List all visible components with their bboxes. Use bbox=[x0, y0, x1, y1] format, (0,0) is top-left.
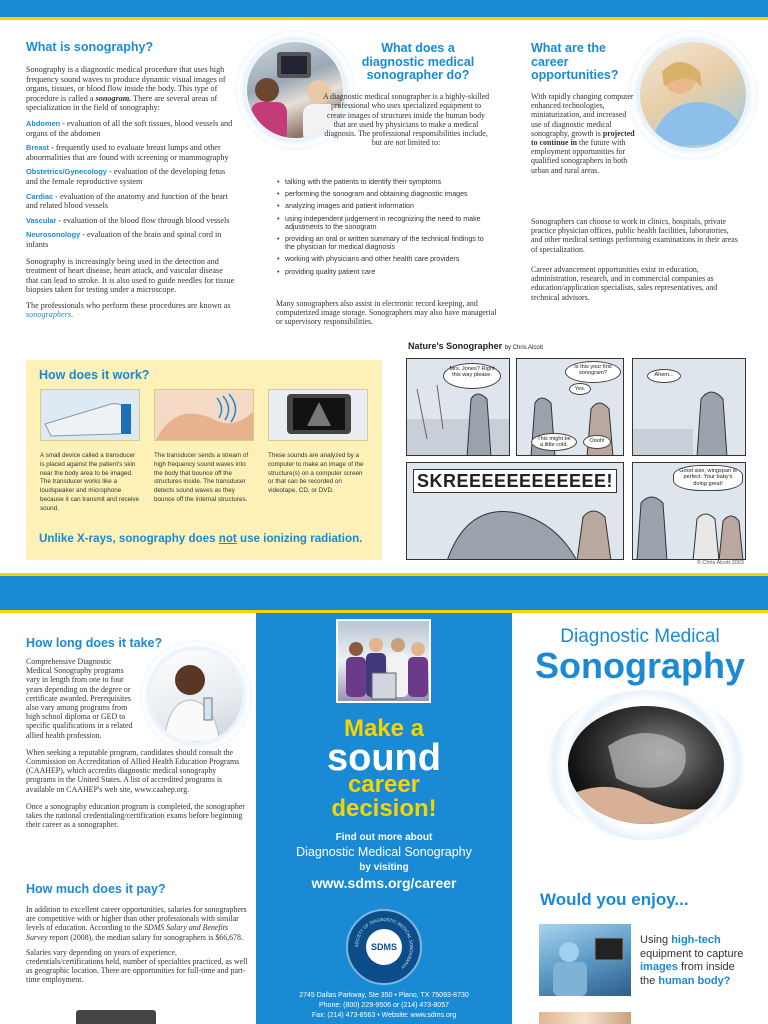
specialty-desc: - evaluation of the blood flow through blood vessels bbox=[56, 215, 230, 225]
specialty-item bbox=[26, 230, 236, 249]
tagline-a: Unlike X-rays, sonography does bbox=[39, 532, 219, 545]
person-head bbox=[255, 78, 279, 102]
by-visiting-text: by visiting bbox=[359, 862, 409, 873]
comic-byline: by Chris Alcott bbox=[504, 345, 544, 351]
seal-ring-textpath: SOCIETY OF DIAGNOSTIC MEDICAL SONOGRAPHY bbox=[353, 916, 415, 971]
career-para1-a: With rapidly changing computer enhanced technologies, miniaturization, and increased use of diagnostic medical sonography, growth is bbox=[531, 92, 634, 138]
cover-title-small: Diagnostic Medical bbox=[560, 626, 720, 647]
fetus-shape bbox=[608, 733, 686, 788]
comic-copyright: © Chris Alcott 2003 bbox=[696, 560, 744, 566]
bat-figure bbox=[447, 512, 577, 560]
sonographers-term: sonographers bbox=[26, 310, 72, 320]
bat-figure bbox=[693, 514, 719, 560]
specialty-item bbox=[26, 192, 236, 211]
career-text: career bbox=[347, 771, 421, 798]
responsibility-item: • providing an oral or written summary of the technical findings to the physician for medical diagnosis bbox=[276, 235, 494, 251]
bat-figure bbox=[577, 511, 611, 560]
comic-bubble: This might be a little cold. bbox=[531, 433, 577, 451]
specialty-desc: - evaluation of the developing fetus and the female reproductive system bbox=[26, 167, 226, 186]
seal-mark: SDMS bbox=[370, 942, 398, 952]
scan-illustration bbox=[155, 390, 254, 441]
sdms-seal-art bbox=[348, 911, 420, 983]
how-long-heading: How long does it take? bbox=[26, 636, 163, 650]
how-long-section bbox=[26, 636, 246, 829]
career-para1-c: the future with employment opportunities for qualified sonographers in both urban and rural areas. bbox=[531, 138, 628, 175]
enjoy-a: Using bbox=[640, 934, 672, 946]
bed bbox=[633, 429, 693, 456]
specialty-term: Cardiac bbox=[26, 191, 54, 201]
pay-para1 bbox=[26, 905, 248, 942]
sound-text: sound bbox=[327, 737, 441, 779]
career-heading: What are the career opportunities? bbox=[531, 41, 619, 82]
transducer-tip bbox=[121, 404, 131, 434]
specialty-desc: - evaluation of all the soft tissues, blood vessels and organs of the abdomen bbox=[26, 118, 233, 138]
what-is-para2: Sonography is increasingly being used in the detection and treatment of heart disease, heart attack, and vascular disease that can lead to stroke. It is also used to guide needles for tissue biopsies taken for testing under a microscope. bbox=[26, 256, 235, 295]
enjoy-c: equipment to capture bbox=[640, 947, 744, 960]
what-is-body bbox=[26, 65, 236, 320]
career-para1-bold: projected to continue in bbox=[531, 128, 635, 148]
specialty-item bbox=[26, 216, 236, 226]
specialty-item bbox=[26, 167, 236, 186]
how-it-works-panel bbox=[26, 360, 382, 560]
what-is-section bbox=[26, 40, 236, 326]
how-tagline bbox=[39, 532, 362, 545]
fax-website-text: Fax: (214) 473-8563 • Website: www.sdms.org bbox=[311, 1012, 457, 1019]
monitor-screen bbox=[281, 56, 307, 74]
specialty-term: Vascular bbox=[26, 215, 57, 225]
specialty-term: Breast bbox=[26, 143, 50, 153]
how-it-works-heading: How does it work? bbox=[39, 368, 150, 382]
monitor bbox=[595, 938, 623, 960]
middle-color-band bbox=[0, 573, 768, 613]
scan-image bbox=[154, 389, 254, 441]
surgeon-cap bbox=[559, 942, 579, 962]
team-illustration bbox=[338, 621, 431, 703]
enjoy-heading: Would you enjoy... bbox=[540, 890, 689, 909]
patient-illustration bbox=[640, 42, 746, 148]
cover-title-big: Sonography bbox=[534, 645, 745, 686]
ultrasound-image bbox=[568, 706, 724, 824]
specialty-term: Obstetrics/Gynecology bbox=[26, 167, 107, 177]
specialty-item bbox=[26, 143, 236, 162]
enjoy-e: from inside the bbox=[640, 961, 735, 987]
enjoy-d: images bbox=[640, 961, 678, 973]
comic-bubble: Mrs. Jones? Right this way please. bbox=[443, 363, 501, 389]
comic-strip bbox=[406, 358, 746, 570]
what-does-intro: A diagnostic medical sonographer is a highly-skilled professional who uses specialized equipment to create images of structures inside the human body that are used by physicians to make a medical diagnosis. The professional responsibilities include, but are not limited to: bbox=[322, 92, 490, 148]
decision-text: decision! bbox=[331, 795, 437, 822]
what-does-heading-wrap bbox=[353, 42, 483, 83]
phone-text: Phone: (800) 229-9506 or (214) 473-8057 bbox=[319, 1002, 449, 1009]
comic-panel-1 bbox=[406, 358, 510, 456]
what-is-para3: The professionals who perform these procedures are known as bbox=[26, 300, 231, 310]
responsibility-item: • providing quality patient care bbox=[276, 268, 494, 276]
tagline-b: use ionizing radiation. bbox=[236, 532, 363, 545]
responsibility-list bbox=[276, 178, 494, 280]
computer-illustration bbox=[269, 390, 368, 441]
career-url-link[interactable]: www.sdms.org/career bbox=[311, 875, 457, 891]
pay-para2: Salaries vary depending on years of experience, credentials/certifications held, number of specialties practiced, as well as geographic location. There are opportunities for full-time and part-time employment. bbox=[26, 947, 248, 985]
next-photo-edge bbox=[539, 1012, 631, 1024]
period: . bbox=[71, 310, 74, 320]
enjoy-item-1 bbox=[640, 934, 750, 988]
step-1-text: A small device called a transducer is placed against the patient's skin near the body area to be imaged. The transducer works like a loudspeaker and microphone because it can transmit and receive sound. bbox=[40, 452, 140, 512]
enjoy-b: high-tech bbox=[671, 934, 721, 946]
comic-bubble: Oooh! bbox=[583, 435, 611, 449]
specialty-term: Neurosonology bbox=[26, 230, 81, 240]
comic-bubble: Yes. bbox=[569, 383, 591, 395]
address-text: 2745 Dallas Parkway, Ste 350 • Plano, TX 75093-8730 bbox=[299, 992, 469, 999]
skree-bubble: SKREEEEEEEEEEEE! bbox=[413, 469, 617, 493]
team-scrubs bbox=[408, 657, 428, 697]
computer-image bbox=[268, 389, 368, 441]
transducer-image bbox=[40, 389, 140, 441]
surgery-art bbox=[539, 924, 631, 996]
enjoy-f: human body? bbox=[658, 974, 731, 987]
how-long-para2: When seeking a reputable program, candidates should consult the Commission on Accreditation of Allied Health Education Programs (CAAHEP), which accredits diagnostic medical sonography programs in the United States. A list of accredited programs is available on CAAHEP's web site, www.caahep.org. bbox=[26, 747, 240, 794]
bat-figure bbox=[719, 516, 743, 560]
floor bbox=[407, 419, 510, 456]
bat-figure bbox=[697, 392, 727, 456]
bat-figure bbox=[467, 394, 491, 456]
tagline-not: not bbox=[218, 532, 237, 545]
comic-title: Nature's Sonographer bbox=[408, 341, 503, 351]
pay-heading: How much does it pay? bbox=[26, 882, 166, 896]
responsibility-item: • analyzing images and patient information bbox=[276, 202, 494, 210]
center-promo-panel bbox=[256, 613, 512, 1024]
specialty-term: Abdomen bbox=[26, 118, 61, 128]
specialty-desc: - evaluation of the brain and spinal cord in infants bbox=[26, 230, 222, 249]
comic-panel-4 bbox=[406, 462, 624, 560]
what-is-heading: What is sonography? bbox=[26, 40, 154, 54]
bat-figure bbox=[637, 497, 667, 560]
pay-survey-title: SDMS Salary and Benefits Survey bbox=[26, 923, 229, 942]
comic-bubble: Ahem... bbox=[647, 369, 681, 383]
team-photo bbox=[336, 619, 431, 703]
step-3-text: These sounds are analyzed by a computer to make an image of the structure(s) on a computer screen or that can be recorded on videotape, CD, or DVD. bbox=[268, 452, 364, 495]
device-photo-edge bbox=[76, 1010, 156, 1024]
specialty-desc: - evaluation of the anatomy and function of the heart and related blood vessels bbox=[26, 191, 228, 211]
pay-section bbox=[26, 882, 248, 985]
comic-panel-5 bbox=[632, 462, 746, 560]
pay-para1-a: In addition to excellent career opportunities, salaries for sonographers are competitive with or higher than other professionals with similar levels of education. According to the bbox=[26, 905, 247, 933]
comic-panel-3 bbox=[632, 358, 746, 456]
sdms-seal bbox=[346, 909, 422, 985]
specialty-list bbox=[26, 119, 236, 250]
transducer-illustration bbox=[41, 390, 140, 441]
team-head bbox=[349, 642, 363, 656]
career-heading-wrap bbox=[531, 42, 631, 83]
how-long-para1: Comprehensive Diagnostic Medical Sonography programs vary in length from one to four years depending on the degree or certificate awarded. Prerequisites also vary among programs from high school diploma or GED to specific qualifications in a related allied health profession. bbox=[26, 657, 133, 740]
what-does-heading: What does a diagnostic medical sonographer do? bbox=[361, 41, 475, 82]
make-a-text: Make a bbox=[343, 715, 425, 742]
ultrasound-art bbox=[568, 706, 724, 824]
program-name-text: Diagnostic Medical Sonography bbox=[296, 845, 472, 859]
surgeon-gown bbox=[553, 962, 587, 996]
responsibility-item: • talking with the patients to identify their symptoms bbox=[276, 178, 494, 186]
team-head bbox=[369, 638, 383, 652]
responsibility-item: • performing the sonogram and obtaining diagnostic images bbox=[276, 190, 494, 198]
career-para1 bbox=[531, 92, 635, 175]
what-is-intro: Sonography is a diagnostic medical procedure that uses high frequency sound waves to produce dynamic visual images of organs, tissues, or blood flow inside the body. This type of procedure is called a bbox=[26, 65, 226, 103]
what-is-intro-end: There are several areas of specialization in the field of sonography: bbox=[26, 93, 218, 113]
comic-bubble: Good size, wingspan is perfect. Your baby's doing great! bbox=[673, 465, 743, 491]
what-does-outro: Many sonographers also assist in electronic record keeping, and computerized image storage. Sonographers may also have managerial or supervisory responsibilities. bbox=[276, 299, 497, 327]
ultrasound-machine bbox=[372, 673, 396, 699]
comic-bubble: Is this your first sonogram? bbox=[565, 361, 621, 383]
find-out-text: Find out more about bbox=[335, 832, 433, 843]
team-head bbox=[411, 642, 425, 656]
step-2-text: The transducer sends a stream of high frequency sound waves into the body that bounce off the structures inside. The transducer detects sound waves as they bounce off the internal structures. bbox=[154, 452, 249, 503]
specialty-desc: - frequently used to evaluate breast lumps and other abnormalities that are found with screening or mammography bbox=[26, 143, 229, 162]
comic-title-wrap bbox=[408, 341, 543, 351]
patient-photo bbox=[640, 42, 746, 148]
surgery-photo bbox=[539, 924, 631, 996]
responsibility-item: • working with physicians and other health care providers bbox=[276, 255, 494, 263]
career-para3: Career advancement opportunities exist in education, administration, research, and in commercial companies as education/application specialists, sales representatives, and technical advisors. bbox=[531, 265, 718, 302]
team-head bbox=[391, 638, 405, 652]
comic-panel-2 bbox=[516, 358, 624, 456]
pay-para1-b: report (2008), the median salary for sonographers is $66,678. bbox=[47, 932, 243, 942]
top-color-bar bbox=[0, 0, 768, 20]
responsibility-item: • using independent judgement in recognizing the need to make adjustments to the sonogram bbox=[276, 215, 494, 231]
team-scrubs bbox=[346, 657, 366, 697]
how-long-para3: Once a sonography education program is completed, the sonographer takes the national credentialing/certification exams before beginning their career as a sonographer. bbox=[26, 801, 245, 830]
specialty-item bbox=[26, 119, 236, 138]
career-para2: Sonographers can choose to work in clinics, hospitals, private practice physician offices, public health facilities, laboratories, and other medical settings performing examinations in their areas of specialization. bbox=[531, 217, 738, 254]
sonogram-term: sonogram. bbox=[95, 93, 132, 103]
